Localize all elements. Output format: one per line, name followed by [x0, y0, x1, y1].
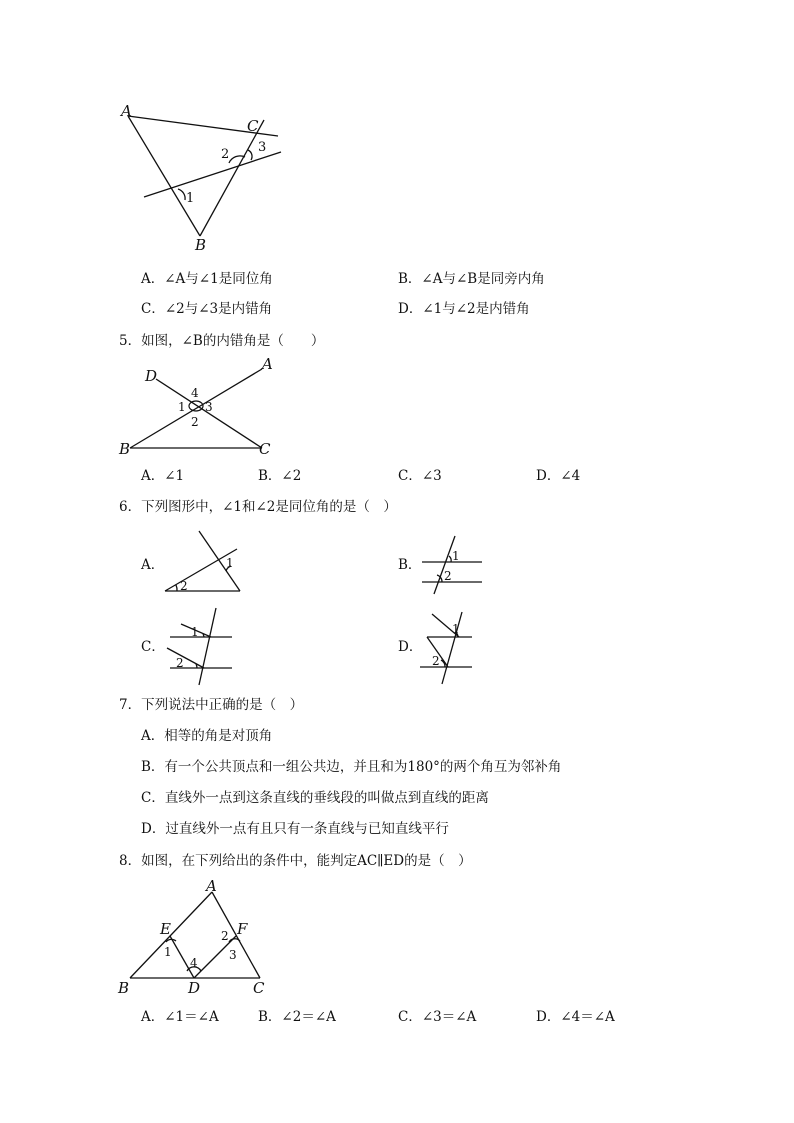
q6-option-d-label: D．: [398, 639, 423, 655]
q6c-angle-1: 1: [191, 625, 199, 639]
q5-angle-2: 2: [191, 415, 199, 429]
q4-option-c: C．∠2与∠3是内错角: [141, 301, 273, 317]
q4-option-d: D．∠1与∠2是内错角: [398, 301, 530, 317]
q8-angle-3: 3: [229, 948, 237, 962]
q5-option-d: D．∠4: [536, 468, 581, 484]
q8-angle-2: 2: [221, 929, 229, 943]
q6-question: 6．下列图形中，∠1和∠2是同位角的是（ ）: [119, 499, 397, 515]
q7-option-a: A．相等的角是对顶角: [141, 728, 273, 744]
q8-option-c: C．∠3＝∠A: [398, 1009, 477, 1025]
q5-label-c: C: [259, 440, 271, 458]
q4-label-c: C: [247, 117, 259, 135]
q6b-angle-1: 1: [452, 549, 460, 563]
q8-label-a: A: [206, 877, 217, 895]
q8-label-f: F: [237, 920, 248, 938]
q4-angle-3: 3: [258, 140, 267, 155]
q4-label-b: B: [195, 236, 207, 254]
q5-label-b: B: [119, 440, 131, 458]
q5-option-a: A．∠1: [141, 468, 185, 484]
q8-option-b: B．∠2＝∠A: [258, 1009, 336, 1025]
q8-label-e: E: [160, 920, 171, 938]
q5-angle-4: 4: [191, 386, 199, 400]
q6a-angle-1: 1: [226, 556, 234, 570]
q6d-angle-2: 2: [432, 654, 440, 668]
q5-option-c: C．∠3: [398, 468, 442, 484]
q4-label-a: A: [121, 102, 132, 120]
q4-option-b: B．∠A与∠B是同旁内角: [398, 271, 545, 287]
q4-angle-2: 2: [221, 147, 230, 162]
q8-option-d: D．∠4＝∠A: [536, 1009, 615, 1025]
q5-label-d: D: [145, 367, 158, 385]
q7-option-d: D．过直线外一点有且只有一条直线与已知直线平行: [141, 821, 449, 837]
q8-angle-1: 1: [164, 945, 172, 959]
q5-angle-1: 1: [178, 400, 186, 414]
q8-option-a: A．∠1＝∠A: [141, 1009, 219, 1025]
q7-option-c: C．直线外一点到这条直线的垂线段的叫做点到直线的距离: [141, 790, 489, 806]
q6-option-b-label: B．: [398, 557, 422, 573]
q5-label-a: A: [262, 355, 273, 373]
q6-option-c-label: C．: [141, 639, 165, 655]
q6b-angle-2: 2: [444, 569, 452, 583]
q6d-angle-1: 1: [452, 622, 460, 636]
q7-question: 7．下列说法中正确的是（ ）: [119, 697, 304, 713]
q8-angle-4: 4: [190, 956, 198, 970]
q5-option-b: B．∠2: [258, 468, 302, 484]
q4-option-a: A．∠A与∠1是同位角: [141, 271, 273, 287]
q8-label-d: D: [188, 979, 201, 997]
q5-angle-3: 3: [205, 400, 213, 414]
q8-question: 8．如图，在下列给出的条件中，能判定AC∥ED的是（ ）: [119, 853, 472, 869]
q8-label-c: C: [253, 979, 265, 997]
q4-angle-1: 1: [186, 191, 195, 206]
q6c-angle-2: 2: [176, 656, 184, 670]
q6a-angle-2: 2: [180, 579, 188, 593]
q7-option-b: B．有一个公共顶点和一组公共边，并且和为180°的两个角互为邻补角: [141, 759, 562, 775]
q5-question: 5．如图，∠B的内错角是（ ）: [119, 333, 325, 349]
q6-option-a-label: A．: [141, 557, 165, 573]
q8-label-b: B: [118, 979, 130, 997]
